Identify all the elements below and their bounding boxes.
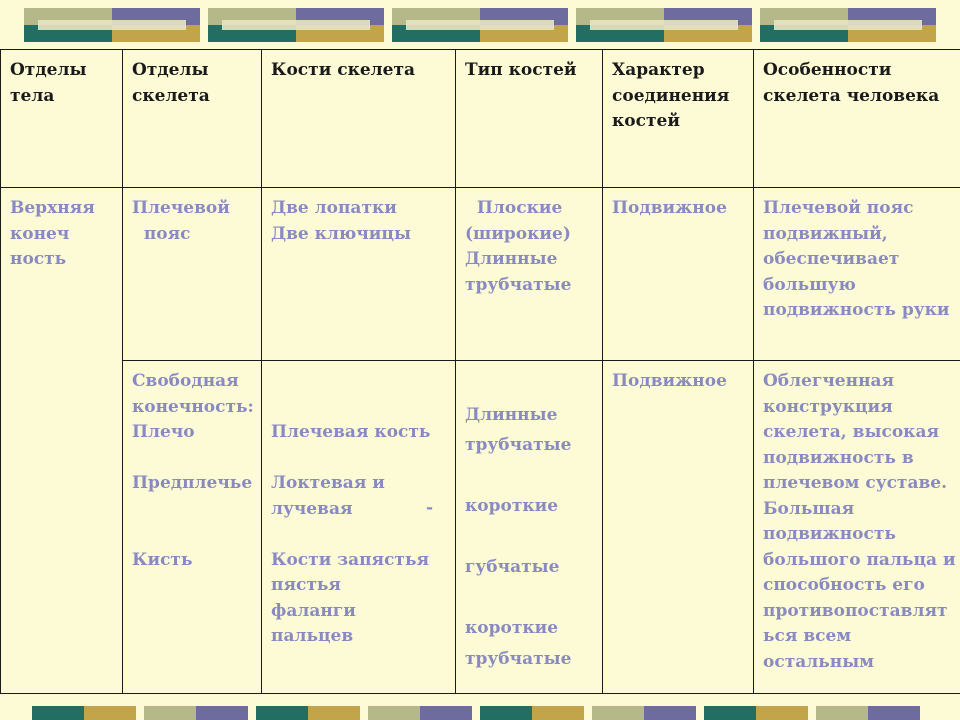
top-decorative-band: [0, 0, 960, 48]
band-tile: [480, 706, 584, 720]
bone-type-label: Плоские (широкие) Длинные трубчатые: [465, 198, 572, 295]
header-cell: [754, 50, 960, 188]
header-cell: [603, 50, 754, 188]
header-cell: [123, 50, 262, 188]
band-tile: [592, 706, 696, 720]
section-label: Плечевой пояс: [132, 198, 230, 244]
band-tile: [256, 706, 360, 720]
band-tile: [24, 8, 200, 43]
header-bones: Кости скелета: [271, 60, 416, 80]
band-tile: [816, 706, 920, 720]
band-tile: [368, 706, 472, 720]
table-cell: [262, 361, 456, 694]
band-tile: [32, 706, 136, 720]
joint-label: Подвижное: [612, 371, 727, 391]
table-cell: [603, 188, 754, 361]
band-tile: [208, 8, 384, 43]
table-cell: [456, 361, 603, 694]
header-body-parts: Отделы тела: [10, 60, 87, 106]
table-cell: [754, 361, 960, 694]
band-tile: [760, 8, 936, 43]
dash-mark: -: [426, 498, 434, 518]
header-joint-type: Характер соединения костей: [612, 60, 730, 131]
table-row: [1, 361, 960, 694]
feature-label: Облегченная конструкция скелета, высокая подвижность в плечевом суставе. Большая подвижность большого пальца и способность его противопоставлят ься всем остальным: [763, 371, 956, 672]
skeleton-table: [0, 49, 960, 694]
table-cell: [123, 188, 262, 361]
header-cell: [1, 50, 123, 188]
body-part-label: Верхняя конеч ность: [10, 198, 95, 269]
header-skeleton-sections: Отделы скелета: [132, 60, 210, 106]
table-cell: [754, 188, 960, 361]
table-cell: [123, 361, 262, 694]
band-tile: [704, 706, 808, 720]
table-cell: [262, 188, 456, 361]
band-tile: [576, 8, 752, 43]
bones-label: Две лопатки Две ключицы: [271, 198, 412, 244]
table-cell: [603, 361, 754, 694]
bottom-decorative-band: [0, 706, 960, 720]
header-bone-type: Тип костей: [465, 60, 577, 80]
header-cell: [262, 50, 456, 188]
table-header-row: [1, 50, 960, 188]
feature-label: Плечевой пояс подвижный, обеспечивает большую подвижность руки: [763, 198, 950, 320]
section-label: Свободная конечность: Плечо Предплечье Кисть: [132, 371, 254, 570]
joint-label: Подвижное: [612, 198, 727, 218]
body-part-cell: [1, 188, 123, 694]
bones-label: Плечевая кость Локтевая и лучевая Кости запястья пястья фаланги пальцев: [271, 422, 431, 646]
header-cell: [456, 50, 603, 188]
table-row: [1, 188, 960, 361]
band-tile: [392, 8, 568, 43]
band-tile: [144, 706, 248, 720]
bone-type-label: Длинные трубчатые короткие губчатые короткие трубчатые: [465, 404, 572, 669]
header-features: Особенности скелета человека: [763, 60, 940, 106]
table-cell: [456, 188, 603, 361]
